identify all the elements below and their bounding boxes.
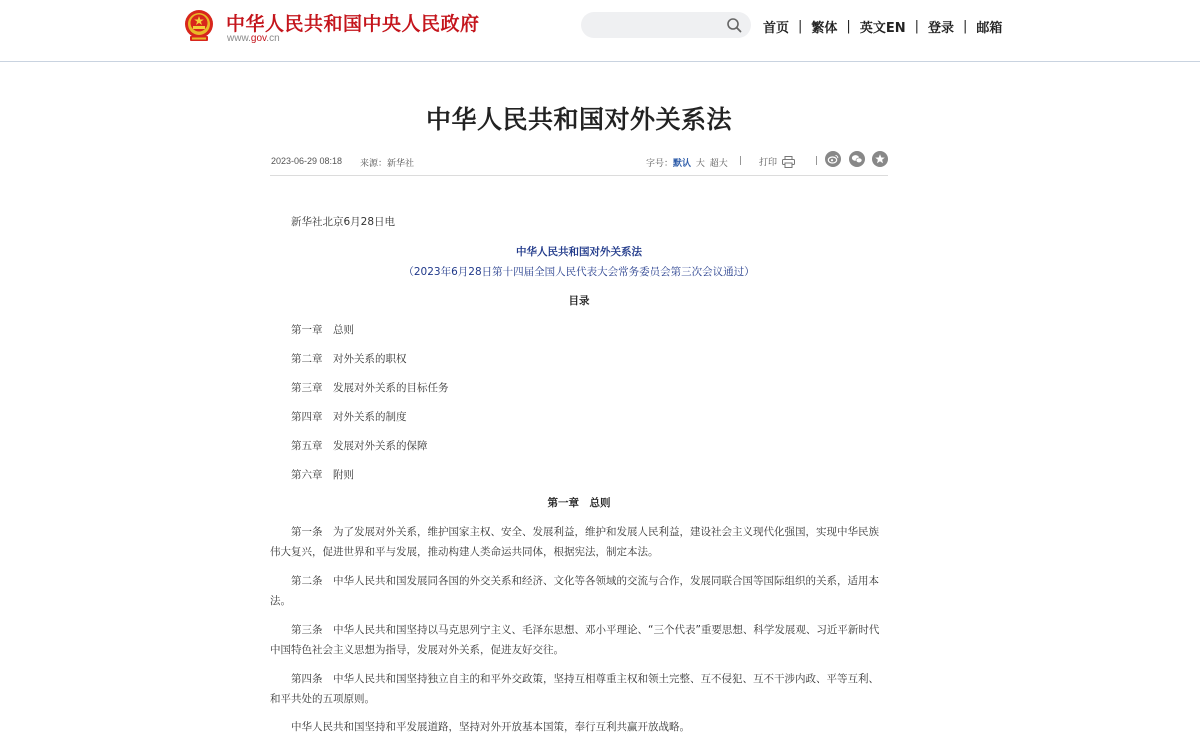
weibo-icon[interactable] — [825, 151, 841, 167]
toc-item: 第一章 总则 — [291, 324, 354, 336]
nav-separator: | — [914, 19, 919, 34]
source-label: 来源： — [360, 159, 388, 169]
domain-prefix: www. — [227, 33, 251, 44]
site-domain — [227, 33, 280, 44]
search-icon[interactable] — [726, 17, 742, 33]
source-value: 新华社 — [387, 159, 415, 169]
nav-login[interactable]: 登录 — [927, 21, 954, 36]
article-paragraph: 中华人民共和国坚持和平发展道路，坚持对外开放基本国策，奉行互利共赢开放战略。 — [291, 721, 690, 733]
toc-item: 第四章 对外关系的制度 — [291, 411, 407, 423]
article-source — [360, 156, 414, 169]
font-size-large[interactable]: 大 — [695, 159, 705, 169]
domain-highlight: gov — [250, 33, 267, 44]
print-button[interactable] — [759, 155, 795, 168]
meta-separator: | — [815, 156, 819, 166]
domain-suffix: .cn — [266, 33, 280, 44]
article-paragraph: 第四条 中华人民共和国坚持独立自主的和平外交政策，坚持互相尊重主权和领土完整、互不侵犯、互不干涉内政、平等互利、和平共处的五项原则。 — [270, 673, 879, 705]
font-size-xlarge[interactable]: 超大 — [709, 159, 728, 169]
site-header — [0, 0, 1200, 62]
law-title: 中华人民共和国对外关系法 — [516, 246, 642, 258]
nav-home[interactable]: 首页 — [763, 21, 790, 36]
national-emblem-icon[interactable] — [183, 9, 215, 43]
chapter-heading: 第一章 总则 — [547, 497, 611, 509]
nav-separator: | — [798, 19, 803, 34]
article-paragraph: 第一条 为了发展对外关系，维护国家主权、安全、发展利益，维护和发展人民利益，建设社会主义现代化强国，实现中华民族伟大复兴，促进世界和平与发展，推动构建人类命运共同体，根据宪法，制定本法。 — [270, 526, 879, 558]
nav-traditional[interactable]: 繁体 — [811, 21, 838, 36]
font-size-default[interactable]: 默认 — [673, 159, 692, 169]
dateline: 新华社北京6月28日电 — [291, 216, 396, 228]
meta-separator: | — [739, 156, 743, 166]
site-title[interactable]: 中华人民共和国中央人民政府 — [226, 13, 480, 35]
article-paragraph: 第二条 中华人民共和国发展同各国的外交关系和经济、文化等各领域的交流与合作，发展同联合国等国际组织的关系，适用本法。 — [270, 575, 879, 607]
print-label: 打印 — [759, 158, 778, 168]
search-input[interactable] — [581, 12, 751, 38]
law-adoption-note: （2023年6月28日第十四届全国人民代表大会常务委员会第三次会议通过） — [403, 266, 755, 278]
top-navigation — [763, 17, 1002, 36]
nav-separator: | — [846, 19, 851, 34]
toc-item: 第六章 附则 — [291, 469, 354, 481]
nav-mail[interactable]: 邮箱 — [976, 21, 1003, 36]
article-meta — [270, 150, 888, 176]
toc-title: 目录 — [568, 295, 590, 307]
publish-date: 2023-06-29 08:18 — [271, 156, 343, 166]
printer-icon — [782, 156, 795, 168]
toc-item: 第三章 发展对外关系的目标任务 — [291, 382, 449, 394]
toc-item: 第二章 对外关系的职权 — [291, 353, 407, 365]
article-paragraph: 第三条 中华人民共和国坚持以马克思列宁主义、毛泽东思想、邓小平理论、“三个代表”重要思想、科学发展观、习近平新时代中国特色社会主义思想为指导，发展对外关系，促进友好交往。 — [270, 624, 880, 656]
font-size-switcher — [646, 156, 728, 169]
toc-item: 第五章 发展对外关系的保障 — [291, 440, 428, 452]
nav-english[interactable]: 英文EN — [859, 21, 906, 36]
font-size-label: 字号： — [646, 159, 674, 169]
favorite-star-icon[interactable] — [872, 151, 888, 167]
article-title: 中华人民共和国对外关系法 — [425, 105, 732, 134]
wechat-icon[interactable] — [849, 151, 865, 167]
nav-separator: | — [962, 19, 968, 34]
